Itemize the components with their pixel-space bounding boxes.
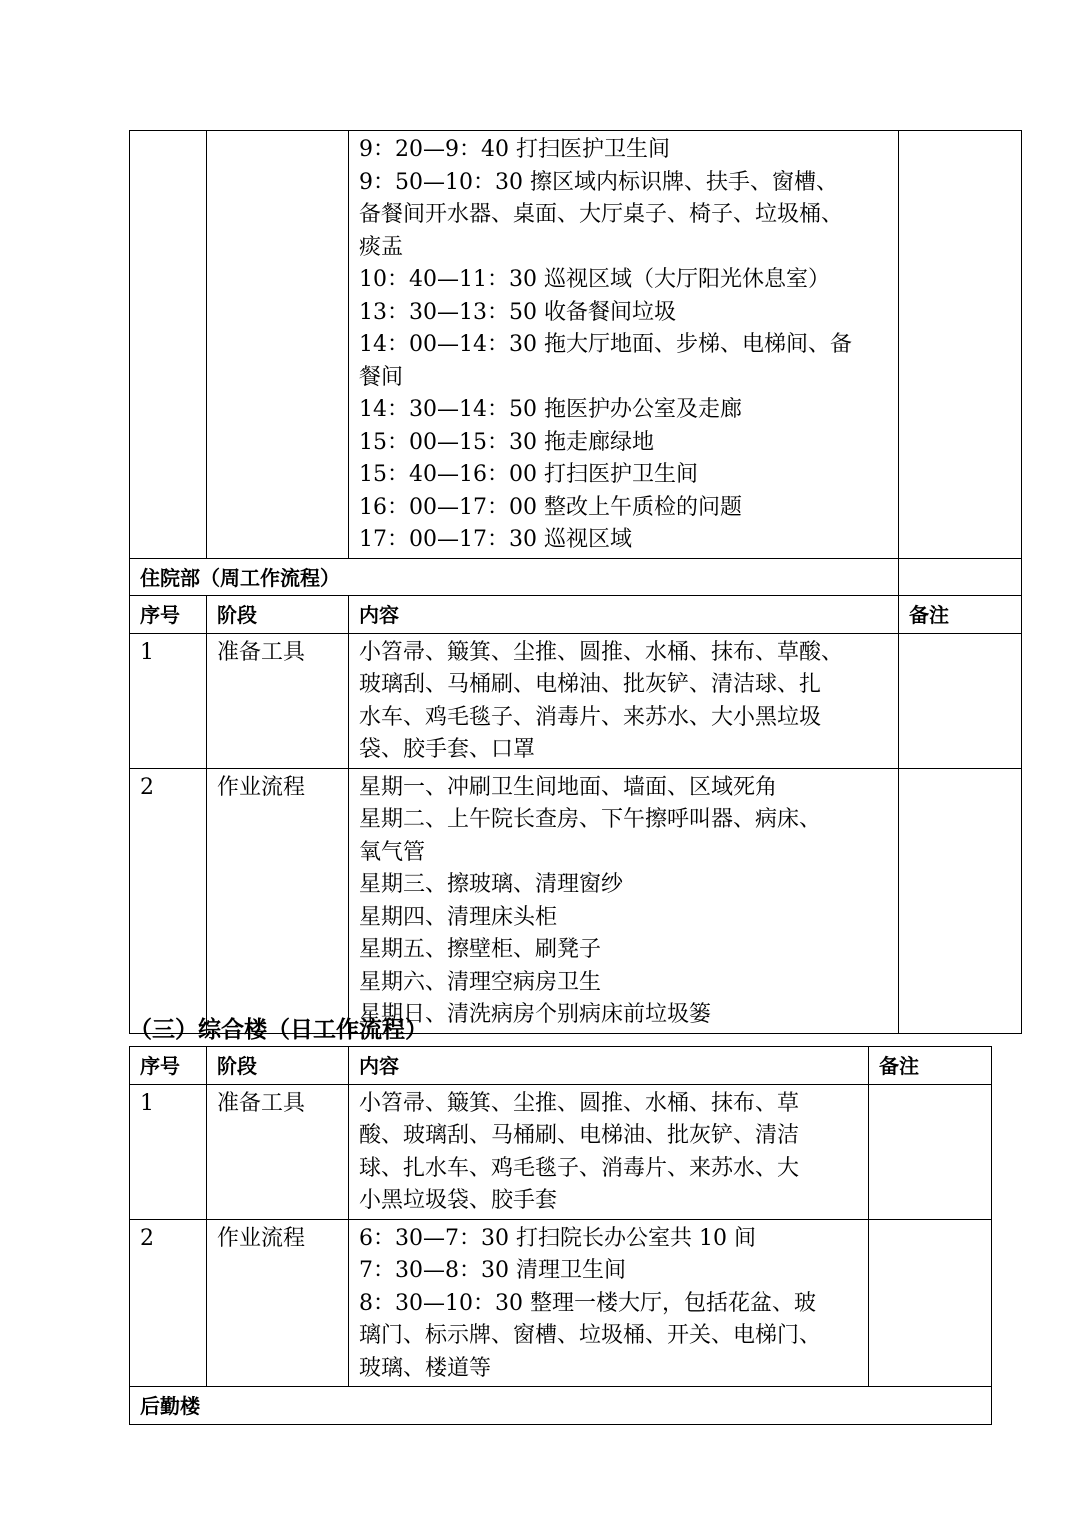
cell-no: 2 (130, 1219, 207, 1387)
content-line: 氧气管 (359, 839, 426, 865)
header-content: 内容 (349, 596, 899, 634)
content-line: 16：00—17：00 整改上午质检的问题 (359, 494, 742, 520)
content-line: 6：30—7：30 打扫院长办公室共 10 间 (359, 1225, 756, 1251)
cell-remark (899, 633, 1022, 768)
cell-no: 1 (130, 633, 207, 768)
table-complex-building (129, 1046, 992, 1425)
table-row (130, 768, 1022, 1033)
cell-content (349, 1084, 869, 1219)
content-line: 星期二、上午院长查房、下午擦呼叫器、病床、 (359, 807, 822, 832)
content-line: 星期四、清理床头柜 (359, 904, 558, 930)
cell-remark (869, 1219, 992, 1387)
content-line: 星期日、清洗病房个别病床前垃圾篓 (359, 1002, 712, 1027)
content-line: 7：30—8：30 清理卫生间 (359, 1258, 626, 1283)
content-line: 小笤帚、簸箕、尘推、圆推、水桶、抹布、草 (359, 1090, 800, 1116)
table-row (130, 131, 1022, 559)
content-line: 14：30—14：50 拖医护办公室及走廊 (359, 397, 742, 422)
cell-stage: 作业流程 (207, 768, 349, 1033)
header-row (130, 596, 1022, 634)
content-line: 9：20—9：40 打扫医护卫生间 (359, 137, 670, 162)
cell-content (349, 768, 899, 1033)
content-line: 小笤帚、簸箕、尘推、圆推、水桶、抹布、草酸、 (359, 639, 844, 665)
content-line: 餐间 (359, 364, 404, 390)
content-line: 星期一、冲刷卫生间地面、墙面、区域死角 (359, 774, 778, 800)
cell-empty (899, 558, 1022, 596)
content-line: 15：40—16：00 打扫医护卫生间 (359, 462, 698, 487)
header-row (130, 1047, 992, 1085)
content-line: 15：00—15：30 拖走廊绿地 (359, 429, 654, 455)
header-stage: 阶段 (207, 596, 349, 634)
cell-stage: 准备工具 (207, 1084, 349, 1219)
cell-content (349, 633, 899, 768)
content-line: 球、扎水车、鸡毛毯子、消毒片、来苏水、大 (359, 1155, 800, 1181)
table-inpatient (129, 130, 1022, 1034)
cell-remark (869, 1084, 992, 1219)
content-line: 玻璃、楼道等 (359, 1355, 492, 1381)
content-line: 璃门、标示牌、窗槽、垃圾桶、开关、电梯门、 (359, 1323, 822, 1348)
content-line: 星期三、擦玻璃、清理窗纱 (359, 872, 624, 897)
content-line: 9：50—10：30 擦区域内标识牌、扶手、窗槽、 (359, 169, 838, 195)
content-line: 小黑垃圾袋、胶手套 (359, 1188, 558, 1213)
header-content: 内容 (349, 1047, 869, 1085)
content-line: 痰盂 (359, 234, 404, 260)
content-line: 袋、胶手套、口罩 (359, 737, 536, 762)
header-no: 序号 (130, 1047, 207, 1085)
cell-empty (130, 131, 207, 559)
content-line: 17：00—17：30 巡视区域 (359, 527, 632, 552)
table-row (130, 558, 1022, 596)
table-row (130, 633, 1022, 768)
table-row (130, 1084, 992, 1219)
cell-remark (899, 131, 1022, 559)
content-line: 玻璃刮、马桶刷、电梯油、批灰铲、清洁球、扎 (359, 672, 822, 697)
cell-no: 1 (130, 1084, 207, 1219)
cell-stage: 准备工具 (207, 633, 349, 768)
header-stage: 阶段 (207, 1047, 349, 1085)
cell-empty (207, 131, 349, 559)
cell-stage: 作业流程 (207, 1219, 349, 1387)
content-line: 10：40—11：30 巡视区域（大厅阳光休息室） (359, 267, 830, 292)
content-line: 酸、玻璃刮、马桶刷、电梯油、批灰铲、清洁 (359, 1123, 800, 1148)
content-line: 8：30—10：30 整理一楼大厅，包括花盆、玻 (359, 1290, 816, 1316)
content-line: 14：00—14：30 拖大厅地面、步梯、电梯间、备 (359, 332, 852, 357)
header-remark: 备注 (899, 596, 1022, 634)
cell-remark (899, 768, 1022, 1033)
table-row (130, 1219, 992, 1387)
table-row (130, 1387, 992, 1425)
content-line: 星期六、清理空病房卫生 (359, 969, 602, 995)
content-line: 水车、鸡毛毯子、消毒片、来苏水、大小黑垃圾 (359, 704, 822, 730)
cell-content (349, 131, 899, 559)
content-line: 备餐间开水器、桌面、大厅桌子、椅子、垃圾桶、 (359, 202, 844, 227)
section-title: 后勤楼 (130, 1387, 992, 1425)
content-line: 星期五、擦壁柜、刷凳子 (359, 937, 602, 962)
section-title: 住院部（周工作流程） (130, 558, 899, 596)
cell-no: 2 (130, 768, 207, 1033)
section-heading: （三）综合楼（日工作流程） (129, 1017, 428, 1043)
cell-content (349, 1219, 869, 1387)
header-remark: 备注 (869, 1047, 992, 1085)
content-line: 13：30—13：50 收备餐间垃圾 (359, 299, 676, 325)
header-no: 序号 (130, 596, 207, 634)
